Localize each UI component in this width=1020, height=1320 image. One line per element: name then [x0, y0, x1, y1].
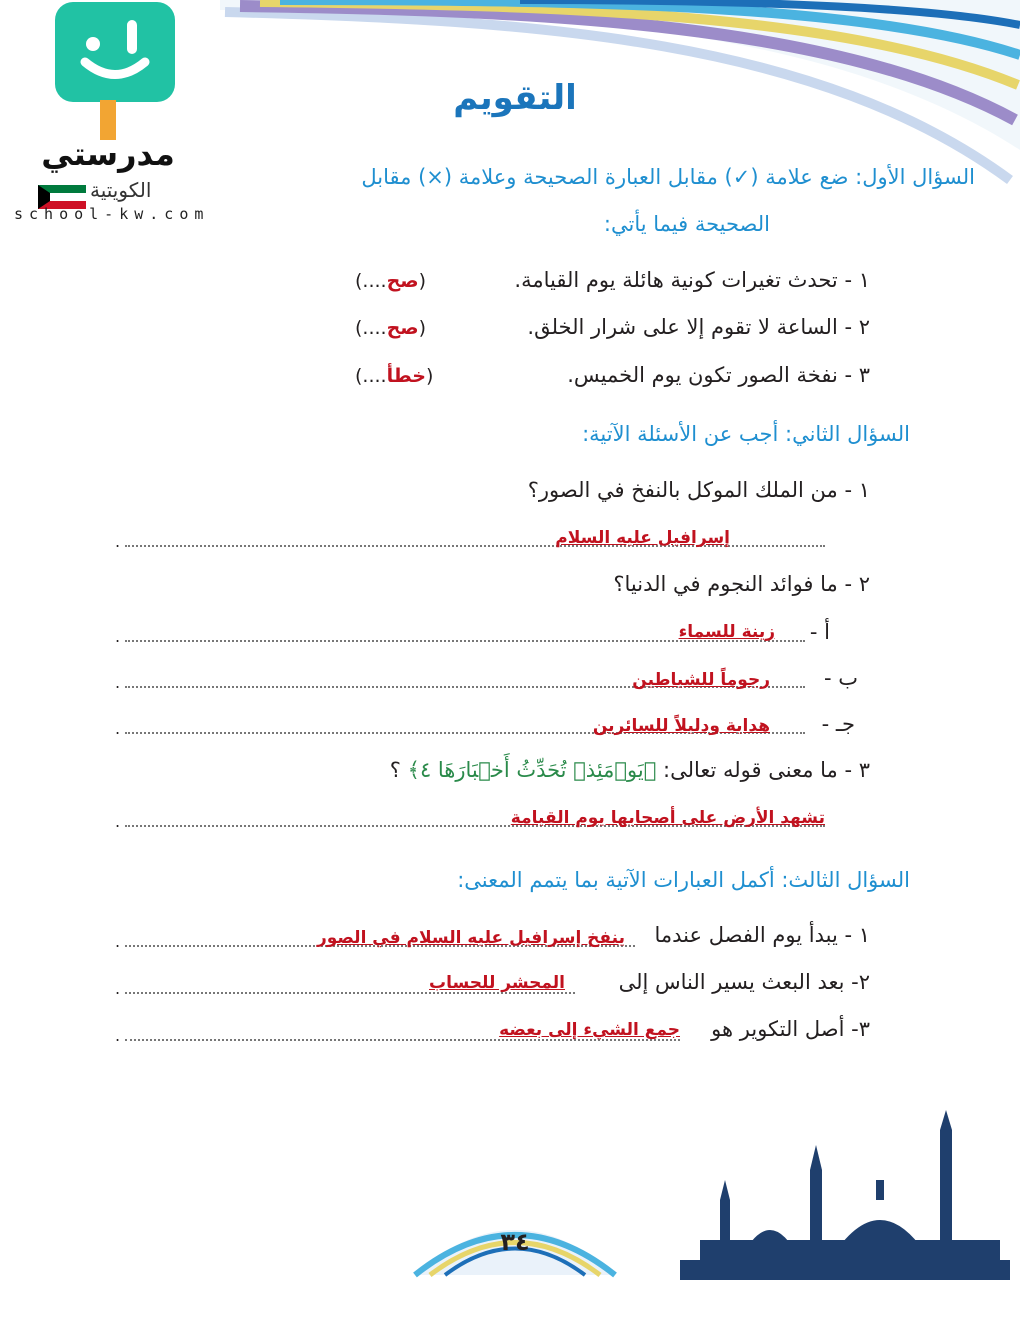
logo-subtitle: الكويتية — [90, 178, 152, 202]
q2-sub-answer-b: رجوماً للشياطين — [632, 670, 770, 690]
period: . — [115, 979, 121, 998]
period: . — [115, 812, 121, 831]
q2-sub-label-a: أ - — [809, 620, 830, 644]
q2-sub-label-c: جـ - — [821, 712, 855, 736]
q1-heading-line2: الصحيحة فيما يأتي: — [603, 212, 770, 236]
period: . — [115, 1026, 121, 1045]
logo-url: school-kw.com — [14, 205, 210, 223]
q3-heading: السؤال الثالث: أكمل العبارات الآتية بما يتمم المعنى: — [457, 868, 910, 892]
q1-mark-2: (صح....) — [355, 317, 427, 339]
q2-answer-1: إسرافيل عليه السلام — [555, 528, 730, 548]
q1-heading-line1: السؤال الأول: ضع علامة (✓) مقابل العبارة الصحيحة وعلامة (×) مقابل — [361, 165, 975, 189]
logo-name: مدرستي — [41, 135, 175, 173]
page-number: ٣٤ — [500, 1228, 530, 1256]
q2-item-2: ٢ - ما فوائد النجوم في الدنيا؟ — [613, 572, 870, 596]
period: . — [115, 719, 121, 738]
q2-sub-answer-a: زينة للسماء — [678, 622, 775, 642]
q2-answer-3: تشهد الأرض على أصحابها يوم القيامة — [510, 808, 825, 828]
q3-answer-3: جمع الشيء إلى بعضه — [499, 1020, 680, 1040]
period: . — [115, 532, 121, 551]
q1-item-1: ١ - تحدث تغيرات كونية هائلة يوم القيامة. — [514, 268, 870, 292]
period: . — [115, 627, 121, 646]
quran-verse: ﴿يَوۡمَئِذٖ تُحَدِّثُ أَخۡبَارَهَا ٤﴾ — [407, 758, 657, 782]
q3-answer-1: ينفخ إسرافيل عليه السلام في الصور — [316, 928, 625, 948]
q1-mark-3: (خطأ....) — [355, 365, 434, 387]
q2-item-1: ١ - من الملك الموكل بالنفخ في الصور؟ — [527, 478, 870, 502]
q2-sub-answer-c: هداية ودليلاً للسائرين — [592, 716, 770, 736]
period: . — [115, 932, 121, 951]
q3-item-3: ٣- أصل التكوير هو — [711, 1017, 870, 1041]
q1-item-3: ٣ - نفخة الصور تكون يوم الخميس. — [567, 363, 870, 387]
q1-mark-1: (صح....) — [355, 270, 427, 292]
logo-ribbon — [100, 100, 116, 140]
q2-sub-label-b: ب - — [823, 666, 858, 690]
logo-mark — [55, 2, 175, 102]
page-title: التقويم — [453, 78, 577, 118]
q2-heading: السؤال الثاني: أجب عن الأسئلة الآتية: — [582, 422, 910, 446]
q3-answer-2: المحشر للحساب — [429, 973, 565, 993]
q1-item-2: ٢ - الساعة لا تقوم إلا على شرار الخلق. — [527, 315, 870, 339]
q2-item-3: ٣ - ما معنى قوله تعالى: ﴿يَوۡمَئِذٖ تُحَدِّثُ أَخۡبَارَهَا ٤﴾ ؟ — [389, 758, 870, 782]
q3-item-1: ١ - يبدأ يوم الفصل عندما — [654, 923, 870, 947]
q3-item-2: ٢- بعد البعث يسير الناس إلى — [618, 970, 870, 994]
period: . — [115, 673, 121, 692]
header-banner — [220, 0, 1020, 190]
mosque-skyline-icon — [680, 1110, 1010, 1280]
